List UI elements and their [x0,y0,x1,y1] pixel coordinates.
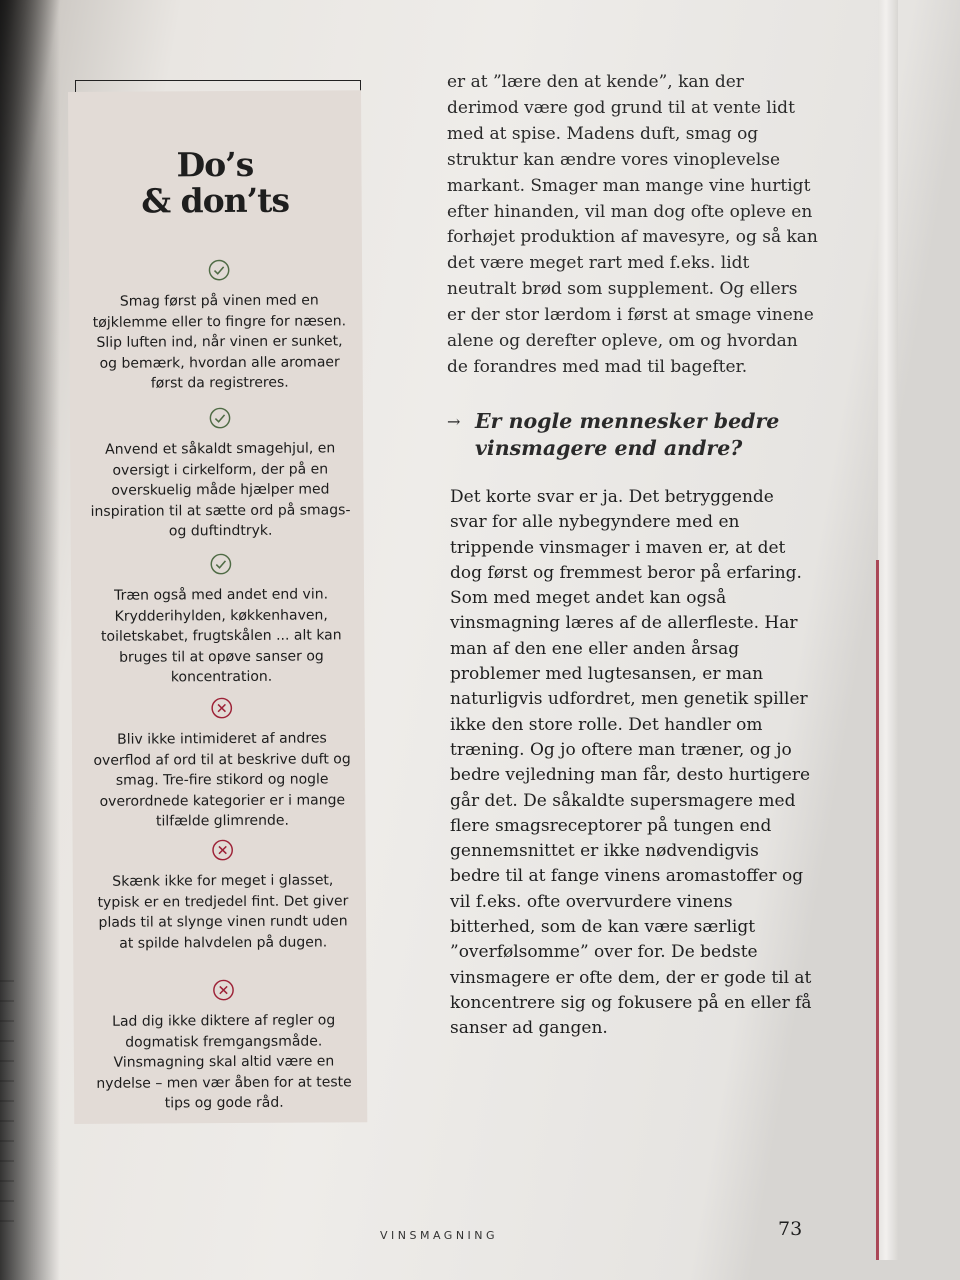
dos-donts-box [68,90,367,1124]
arrow-right-icon: → [447,412,461,431]
x-circle-icon [211,697,233,719]
tip-text: Anvend et såkaldt smagehjul, en oversigt i cirkelform, der på en overskuelig måde hjælper med inspiration til at sætte ord på smags- og duftindtryk. [90,440,351,540]
section-label: VINSMAGNING [380,1229,499,1242]
tip-text: Træn også med andet end vin. Krydderihylden, køkkenhaven, toiletskabet, frugtskålen ... alt kan bruges til at opøve sanser og koncentration. [100,586,342,686]
intro-paragraph: er at ”lære den at kende”, kan der derimod være god grund til at vente lidt med at spise. Madens duft, smag og struktur kan ændre vores vinoplevelse markant. Smager man mange vine hurtigt efter hinanden, vil man dog ofte opleve en forhøjet produktion af mavesyre, og så kan det være meget rart med f.eks. lidt neutralt brød som supplement. Og ellers er der stor lærdom i først at smage vinene alene og derefter opleve, om og hvordan de forandres med mad til bagefter. [447,72,818,377]
answer-paragraph: Det korte svar er ja. Det betryggende svar for alle nybegyndere med en trippende vinsmager i maven er, at det dog først og fremmest beror på erfaring. Som med meget andet kan også vinsmagning læres af de allerfleste. Har man af den ene eller anden årsag problemer med lugtesansen, er man naturligvis udfordret, men genetik spiller ikke den store rolle. Det handler om træning. Og jo oftere man træner, og jo bedre vejledning man får, desto hurtigere går det. De såkaldte supersmagere med flere smagsreceptorer på tungen end gennemsnittet er ikke nødvendigvis bedre til at fange vinens aromastoffer og vil f.eks. ofte overvurdere vinens bitterhed, som de kan være særligt ”overfølsomme” over for. De bedste vinsmagere er ofte dem, der er gode til at koncentrere sig og fokusere på en eller få sanser ad gangen. [450,487,812,1039]
tip-item-1 [87,258,352,394]
red-page-edge [876,560,879,1260]
tip-text: Smag først på vinen med en tøjklemme eller to fingre for næsen. Slip luften ind, når vinen er sunket, og bemærk, hvordan alle aromaer først da registreres. [92,292,347,392]
heading-text: Er nogle mennesker bedre vinsmagere end andre? [475,409,780,460]
page-edge [878,0,898,1260]
check-circle-icon [210,553,232,575]
tip-item-3 [89,552,354,688]
tip-item-2 [88,406,353,542]
spine-shadow [0,0,60,1280]
check-circle-icon [208,259,230,281]
page-number: 73 [778,1218,803,1240]
section-heading [447,408,807,462]
tip-item-5 [91,838,356,954]
tip-item-6 [91,978,356,1114]
x-circle-icon [212,979,234,1001]
tip-text: Lad dig ikke diktere af regler og dogmatisk fremgangsmåde. Vinsmagning skal altid være en nydelse – men vær åben for at teste tips og gode råd. [96,1012,352,1112]
intro-column [447,70,819,381]
x-circle-icon [212,839,234,861]
check-circle-icon [209,407,231,429]
tip-text: Skænk ikke for meget i glasset, typisk er en tredjedel fint. Det giver plads til at slynge vinen rundt uden at spilde halvdelen på dugen. [97,872,349,952]
tip-item-4 [90,696,355,832]
tip-text: Bliv ikke intimideret af andres overflod af ord til at beskrive duft og smag. Tre-fire stikord og nogle overordnede kategorier er i mange tilfælde glimrende. [93,730,351,830]
sidebar-title: Do’s & don’ts [141,144,290,221]
